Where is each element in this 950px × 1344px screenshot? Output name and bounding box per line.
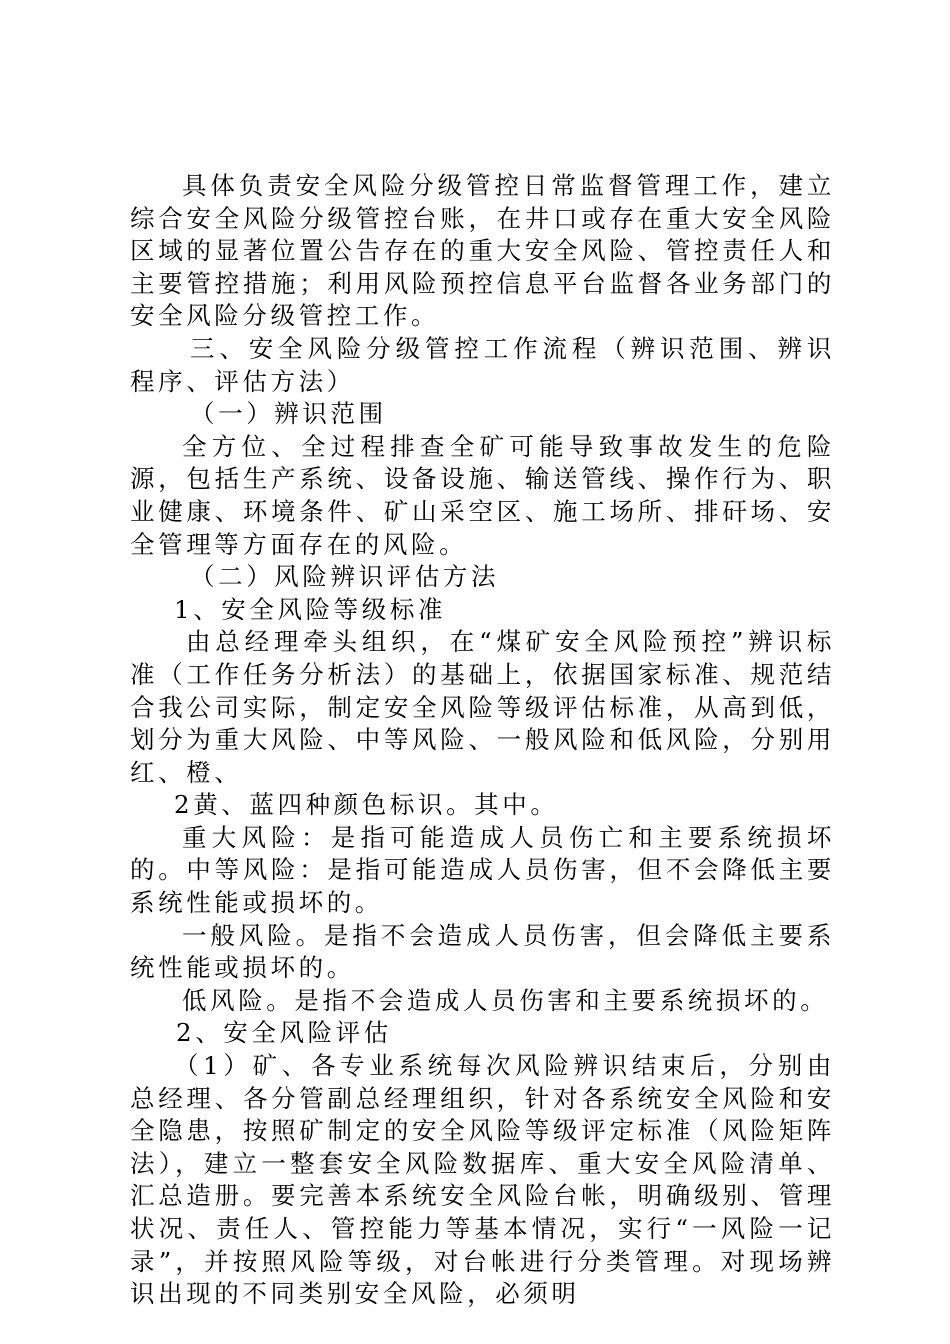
document-body [130,170,835,1311]
paragraph-low-risk: 低风险。是指不会造成人员伤害和主要系统损坏的。 [182,985,829,1015]
section-heading-three: 三、安全风险分级管控工作流程（辨识范围、辨识程序、评估方法） [130,333,835,396]
paragraph-risk-level-standard: 由总经理牵头组织，在“煤矿安全风险预控”辨识标准（工作任务分析法）的基础上，依据国家标准、规范结合我公司实际，制定安全风险等级评估标准，从高到低，划分为重大风险、中等风险、一般风险和低风险，分别用红、橙、 [130,627,835,787]
paragraph-identification-scope: 全方位、全过程排查全矿可能导致事故发生的危险源，包括生产系统、设备设施、输送管线、操作行为、职业健康、环境条件、矿山采空区、施工场所、排矸场、安全管理等方面存在的风险。 [130,431,835,559]
paragraph-risk-assessment-1: （1）矿、各专业系统每次风险辨识结束后，分别由总经理、各分管副总经理组织，针对各系统安全风险和安全隐患，按照矿制定的安全风险等级评定标准（风险矩阵法），建立一整套安全风险数据库、重大安全风险清单、汇总造册。要完善本系统安全风险台帐，明确级别、管理状况、责任人、管控能力等基本情况，实行“一风险一记录”，并按照风险等级，对台帐进行分类管理。对现场辨识出现的不同类别安全风险，必须明 [130,1051,835,1309]
paragraph-general-risk: 一般风险。是指不会造成人员伤害，但会降低主要系统性能或损坏的。 [130,920,835,983]
subheading-identification-scope: （一）辨识范围 [190,399,387,429]
paragraph-major-medium-risk: 重大风险：是指可能造成人员伤亡和主要系统损坏的。中等风险：是指可能造成人员伤害，但不会降低主要系统性能或损坏的。 [130,822,835,918]
paragraph-duties: 具体负责安全风险分级管控日常监督管理工作，建立综合安全风险分级管控台账，在井口或存在重大安全风险区域的显著位置公告存在的重大安全风险、管控责任人和主要管控措施；利用风险预控信息平台监督各业务部门的安全风险分级管控工作。 [130,171,835,331]
item-heading-risk-assessment: 2、安全风险评估 [176,1018,392,1048]
item-heading-risk-level-standard: 1、安全风险等级标准 [174,594,447,624]
subheading-assessment-method: （二）风险辨识评估方法 [190,562,500,592]
paragraph-color-marks: 2黄、蓝四种颜色标识。其中。 [174,790,559,820]
